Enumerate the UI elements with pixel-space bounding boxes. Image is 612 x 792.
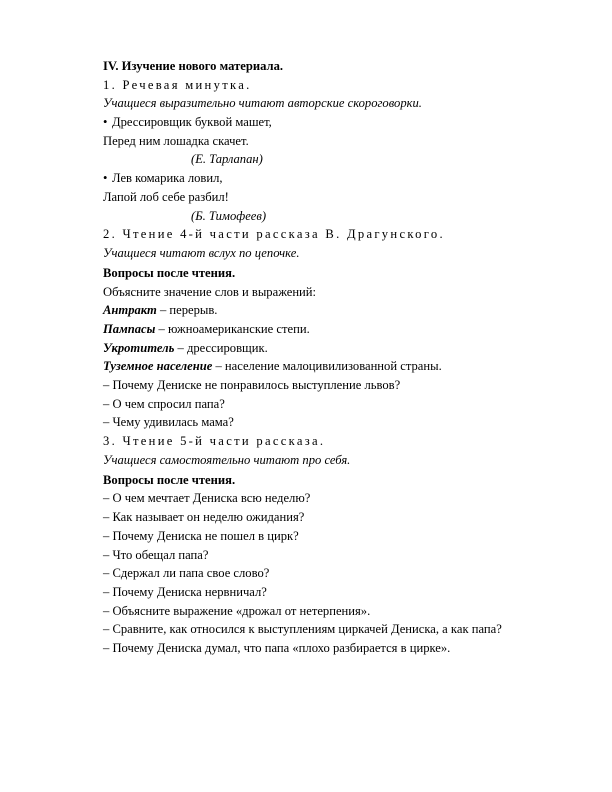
glossary-def: – южноамериканские степи. xyxy=(155,321,310,336)
glossary-item xyxy=(103,359,573,373)
question-item: – Объясните выражение «дрожал от нетерпения». xyxy=(103,603,371,618)
glossary-item xyxy=(103,341,573,355)
verse2-line2: Лапой лоб себе разбил! xyxy=(103,189,229,204)
question-item: – Сдержал ли папа свое слово? xyxy=(103,566,270,581)
glossary-def: – дрессировщик. xyxy=(174,340,268,355)
explain-line: Объясните значение слов и выражений: xyxy=(103,284,317,299)
part1-instruction: Учащиеся выразительно читают авторские скороговорки. xyxy=(103,96,422,111)
glossary-item xyxy=(103,322,573,336)
question-item: – Как называет он неделю ожидания? xyxy=(103,510,305,525)
glossary-def: – перерыв. xyxy=(156,303,218,318)
part2-heading: 2. Чтение 4-й части рассказа В. Драгунского. xyxy=(103,227,445,242)
verse2-line1 xyxy=(103,171,573,185)
question-item: – О чем спросил папа? xyxy=(103,396,225,411)
verse1-line2: Перед ним лошадка скачет. xyxy=(103,133,249,148)
part2-questions-heading: Вопросы после чтения. xyxy=(103,265,236,280)
question-item: – Чему удивилась мама? xyxy=(103,415,234,430)
question-item: – Почему Дениска не пошел в цирк? xyxy=(103,528,299,543)
bullet-icon: • xyxy=(103,115,108,130)
glossary-term: Антракт xyxy=(103,303,157,318)
document-page xyxy=(103,59,573,660)
glossary-term: Туземное население xyxy=(103,359,213,374)
verse1-line1-text: Дрессировщик буквой машет, xyxy=(112,115,272,130)
question-item: – Почему Дениске не понравилось выступление львов? xyxy=(103,378,401,392)
verse1-line1 xyxy=(103,115,573,129)
question-item: – Почему Дениска нервничал? xyxy=(103,584,267,599)
section-title: IV. Изучение нового материала. xyxy=(103,59,284,73)
verse2-line1-text: Лев комарика ловил, xyxy=(112,171,223,186)
bullet-icon: • xyxy=(103,171,108,186)
question-item: – Что обещал папа? xyxy=(103,547,209,562)
question-item: – Почему Дениска думал, что папа «плохо разбирается в цирке». xyxy=(103,640,451,655)
part3-instruction: Учащиеся самостоятельно читают про себя. xyxy=(103,452,351,467)
question-item: – Сравните, как относился к выступлениям циркачей Дениска, а как папа? xyxy=(103,622,502,637)
author-1: (Е. Тарлапан) xyxy=(191,152,263,167)
part3-heading: 3. Чтение 5-й части рассказа. xyxy=(103,434,326,449)
glossary-term: Укротитель xyxy=(103,340,175,355)
question-item: – О чем мечтает Дениска всю неделю? xyxy=(103,491,311,506)
part3-questions-heading: Вопросы после чтения. xyxy=(103,472,236,487)
part2-instruction: Учащиеся читают вслух по цепочке. xyxy=(103,245,300,260)
author-2: (Б. Тимофеев) xyxy=(191,208,267,223)
glossary-item xyxy=(103,303,573,317)
glossary-def: – население малоцивилизованной страны. xyxy=(212,359,442,374)
glossary-term: Пампасы xyxy=(103,321,156,336)
part1-heading: 1. Речевая минутка. xyxy=(103,77,252,92)
